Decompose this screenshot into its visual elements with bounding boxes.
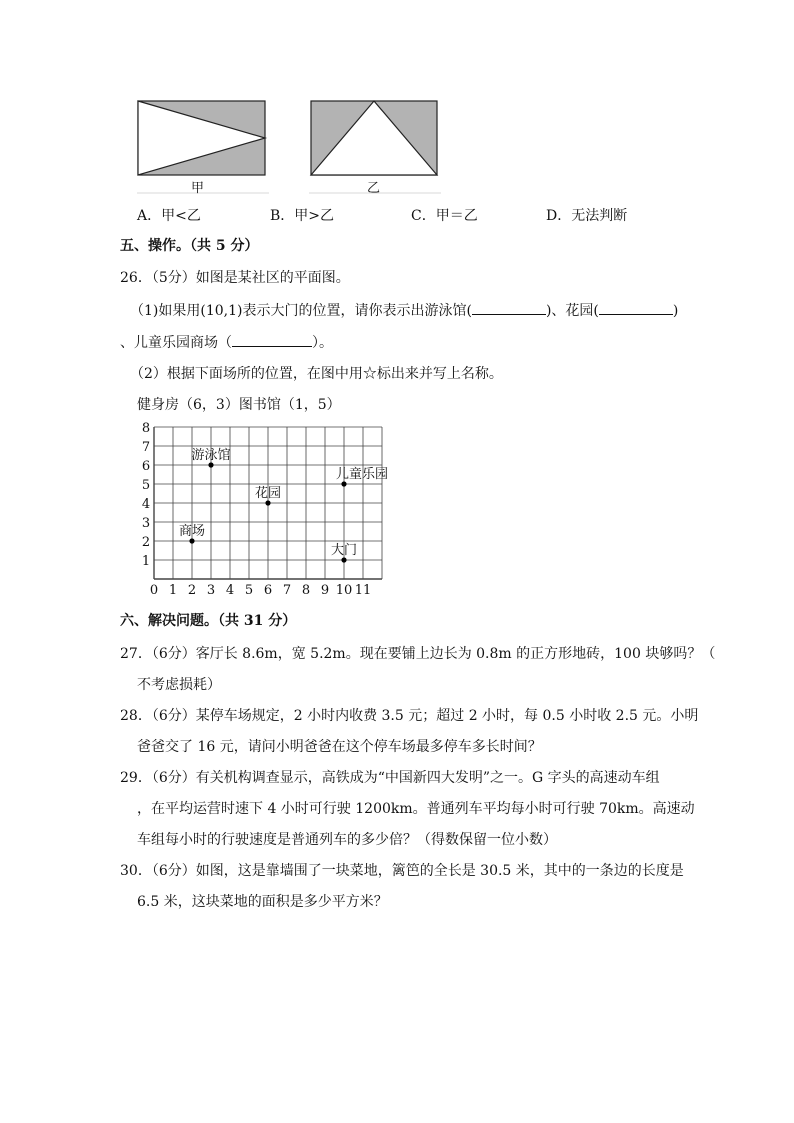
x-tick-label: 9: [320, 583, 330, 598]
place-point: [341, 557, 346, 562]
community-grid-map[interactable]: [134, 422, 396, 598]
q27-line2: 不考虑损耗）: [137, 677, 221, 693]
option-a[interactable]: A．甲<乙: [137, 208, 201, 224]
x-tick-label: 0: [149, 583, 159, 598]
x-tick-label: 2: [187, 583, 197, 598]
answer-blank-playground[interactable]: [232, 332, 312, 347]
y-tick-label: 5: [141, 478, 151, 493]
q26-part1-line2: 、儿童乐园商场（ ）。: [120, 332, 333, 353]
x-tick-label: 11: [354, 583, 372, 598]
place-label: 游泳馆: [191, 448, 231, 463]
place-label: 儿童乐园: [335, 467, 389, 482]
place-point: [341, 481, 346, 486]
q26-stem: 26．（5分）如图是某社区的平面图。: [120, 270, 350, 286]
y-tick-label: 3: [141, 516, 151, 531]
answer-blank-swimming[interactable]: [472, 300, 546, 315]
q28-line1: 28．（6分）某停车场规定，2 小时内收费 3.5 元；超过 2 小时，每 0.5 小时收 2.5 元。小明: [120, 708, 699, 724]
answer-blank-garden[interactable]: [599, 300, 673, 315]
q26-part2-places: 健身房（6，3）图书馆（1，5）: [137, 397, 341, 413]
x-tick-label: 1: [168, 583, 178, 598]
figure-jia-label: 甲: [191, 181, 205, 196]
q26-part1-line1: （1)如果用(10,1)表示大门的位置，请你表示出游泳馆( )、花园( ): [130, 300, 678, 321]
section6-title: 六、解决问题。（共 31 分）: [120, 613, 297, 629]
y-tick-label: 7: [141, 440, 151, 455]
x-tick-label: 10: [335, 583, 353, 598]
section5-title: 五、操作。（共 5 分）: [120, 238, 259, 254]
q29-line1: 29．（6分）有关机构调查显示，高铁成为“中国新四大发明”之一。G 字头的高速动车组: [120, 770, 660, 786]
y-tick-label: 4: [141, 497, 151, 512]
place-label: 大门: [330, 543, 358, 558]
figure-yi-label: 乙: [367, 181, 381, 196]
q29-line2: ，在平均运营时速下 4 小时可行驶 1200km。普通列车平均每小时可行驶 70km。高速动: [137, 801, 695, 817]
x-tick-label: 4: [225, 583, 235, 598]
y-tick-label: 6: [141, 459, 151, 474]
x-tick-label: 3: [206, 583, 216, 598]
option-b[interactable]: B．甲>乙: [270, 208, 335, 224]
option-c[interactable]: C．甲＝乙: [411, 208, 478, 224]
y-tick-label: 1: [141, 554, 151, 569]
x-tick-label: 7: [282, 583, 292, 598]
x-tick-label: 8: [301, 583, 311, 598]
option-d[interactable]: D．无法判断: [546, 208, 628, 224]
x-tick-label: 5: [244, 583, 254, 598]
place-point: [265, 500, 270, 505]
q28-line2: 爸爸交了 16 元，请问小明爸爸在这个停车场最多停车多长时间？: [137, 739, 542, 755]
y-tick-label: 2: [141, 535, 151, 550]
q27-line1: 27．（6分）客厅长 8.6m，宽 5.2m。现在要铺上边长为 0.8m 的正方形地砖，100 块够吗？（: [120, 646, 716, 662]
q29-line3: 车组每小时的行驶速度是普通列车的多少倍？（得数保留一位小数）: [137, 832, 557, 848]
place-label: 商场: [178, 524, 206, 539]
q30-line1: 30．（6分）如图，这是靠墙围了一块菜地，篱笆的全长是 30.5 米，其中的一条边的长度是: [120, 863, 684, 879]
place-point: [189, 538, 194, 543]
x-tick-label: 6: [263, 583, 273, 598]
y-tick-label: 8: [141, 422, 151, 436]
q26-part2: （2）根据下面场所的位置，在图中用☆标出来并写上名称。: [130, 366, 503, 382]
place-point: [208, 462, 213, 467]
place-label: 花园: [254, 486, 282, 501]
q30-line2: 6.5 米，这块菜地的面积是多少平方米？: [137, 894, 388, 910]
